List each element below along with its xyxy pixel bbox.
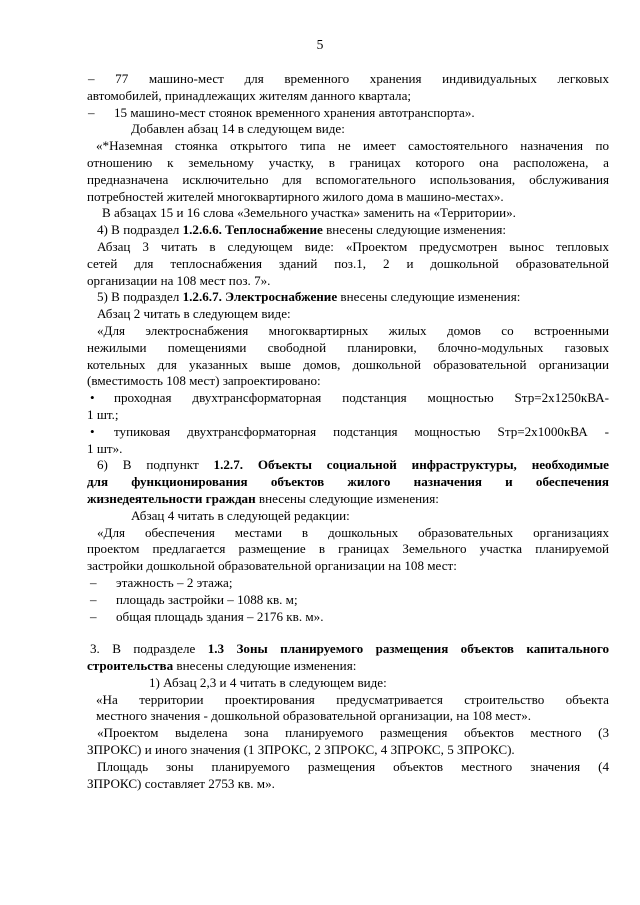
text-line: организации на 108 мест поз. 7». [87, 272, 271, 288]
text-line: Добавлен абзац 14 в следующем виде: [131, 121, 345, 137]
dash-marker: – [90, 608, 97, 624]
text-line: проходная двухтрансформаторная подстанция мощностью Sтр=2х1250кВА- [114, 390, 609, 406]
section-heading [87, 641, 609, 658]
dash-marker: – [88, 104, 95, 120]
text-line: площадь застройки – 1088 кв. м; [116, 591, 298, 607]
text-line: нежилыми помещениями свободной планировки, блочно-модульных газовых [87, 339, 609, 355]
text-line: потребностей жителей многоквартирного жилого дома в машино-местах». [87, 188, 504, 204]
bold-run: 1.2.6.7. Электроснабжение [182, 289, 338, 305]
text-line: Площадь зоны планируемого размещения объектов местного значения (4 [97, 758, 609, 774]
text-line: В абзацах 15 и 16 слова «Земельного участка» заменить на «Территории». [102, 205, 516, 221]
text-run: внесены следующие изменения: [337, 289, 521, 305]
text-line: застройки дошкольной образовательной организации на 108 мест: [87, 558, 457, 574]
text-line: 1 шт.; [87, 406, 119, 422]
text-line: «Для обеспечения местами в дошкольных образовательных организациях [97, 524, 609, 540]
list-item [87, 575, 609, 592]
text-line: Абзац 3 читать в следующем виде: «Проектом предусмотрен вынос тепловых [97, 238, 609, 254]
list-item [87, 609, 609, 626]
section-heading [87, 457, 609, 474]
text-line: (вместимость 108 мест) запроектировано: [87, 373, 321, 389]
text-line: – 77 машино-мест для временного хранения индивидуальных легковых [88, 71, 609, 86]
section-heading [87, 289, 609, 306]
text-line: местного значения - дошкольной образовательной организации, на 108 мест». [96, 708, 532, 724]
text-run: 4) В подраздел [97, 222, 183, 238]
bold-run: 1.2.7. Объекты социальной инфраструктуры, необходимые [213, 457, 609, 473]
dash-marker: – [90, 591, 97, 607]
text-run: внесены следующие изменения: [255, 490, 439, 506]
text-line: тупиковая двухтрансформаторная подстанция мощностью Sтр=2х1000кВА - [114, 423, 609, 439]
document-body [87, 71, 609, 792]
list-item [87, 105, 609, 122]
text-line: предназначена исключительно для вспомогательного использования, обслуживания [87, 171, 609, 187]
bullet-item [87, 424, 609, 441]
text-line: «Проектом выделена зона планируемого размещения объектов местного (3 [97, 725, 609, 741]
text-line: «*Наземная стоянка открытого типа не имеет самостоятельного назначения по [96, 138, 609, 154]
bold-run: 1.2.6.6. Теплоснабжение [182, 222, 323, 238]
paragraph-gap [87, 625, 609, 641]
bold-run: строительства [87, 658, 174, 674]
text-line: этажность – 2 этажа; [116, 574, 233, 590]
text-run: 5) В подраздел [97, 289, 183, 305]
text-line: котельных для указанных выше домов, дошкольной образовательной организации [87, 356, 609, 372]
bullet-item [87, 390, 609, 407]
section-heading [87, 222, 609, 239]
text-line: ЗПРОКС) составляет 2753 кв. м». [87, 775, 275, 791]
text-run: 3. В подразделе [90, 641, 208, 657]
page-number: 5 [316, 37, 324, 52]
bold-run: 1.3 Зоны планируемого размещения объектов капитального [207, 641, 609, 657]
text-line: общая площадь здания – 2176 кв. м». [116, 608, 324, 624]
text-line [87, 491, 609, 508]
text-line [87, 658, 609, 675]
text-line: Абзац 4 читать в следующей редакции: [131, 507, 350, 523]
list-item [87, 592, 609, 609]
text-line: 1 шт». [87, 440, 123, 456]
text-run: 6) В подпункт [97, 457, 214, 473]
text-line: отношению к земельному участку, в границах которого она расположена, а [87, 154, 609, 170]
text-line: ЗПРОКС) и иного значения (1 ЗПРОКС, 2 ЗПРОКС, 4 ЗПРОКС, 5 ЗПРОКС). [87, 742, 515, 758]
text-run: внесены следующие изменения: [322, 222, 507, 238]
text-line: автомобилей, принадлежащих жителям данного квартала; [87, 87, 412, 103]
dash-marker: – [90, 574, 97, 590]
text-line: «На территории проектирования предусматривается строительство объекта [96, 691, 609, 707]
text-line: сетей для теплоснабжения зданий поз.1, 2 и дошкольной образовательной [87, 255, 609, 271]
text-line: проектом предлагается размещение в границах Земельного участка планируемой [87, 541, 609, 557]
bullet-marker: • [90, 423, 95, 439]
bold-run: жизнедеятельности граждан [87, 490, 256, 506]
numbered-item: 1) Абзац 2,3 и 4 читать в следующем виде: [149, 674, 387, 690]
text-run: внесены следующие изменения: [173, 658, 357, 674]
text-line: 15 машино-мест стоянок временного хранения автотранспорта». [114, 104, 475, 120]
text-line: Абзац 2 читать в следующем виде: [97, 306, 291, 322]
bold-line: для функционирования объектов жилого назначения и обеспечения [87, 474, 609, 490]
text-line: «Для электроснабжения многоквартирных жилых домов со встроенными [97, 322, 609, 338]
bullet-marker: • [90, 390, 95, 406]
